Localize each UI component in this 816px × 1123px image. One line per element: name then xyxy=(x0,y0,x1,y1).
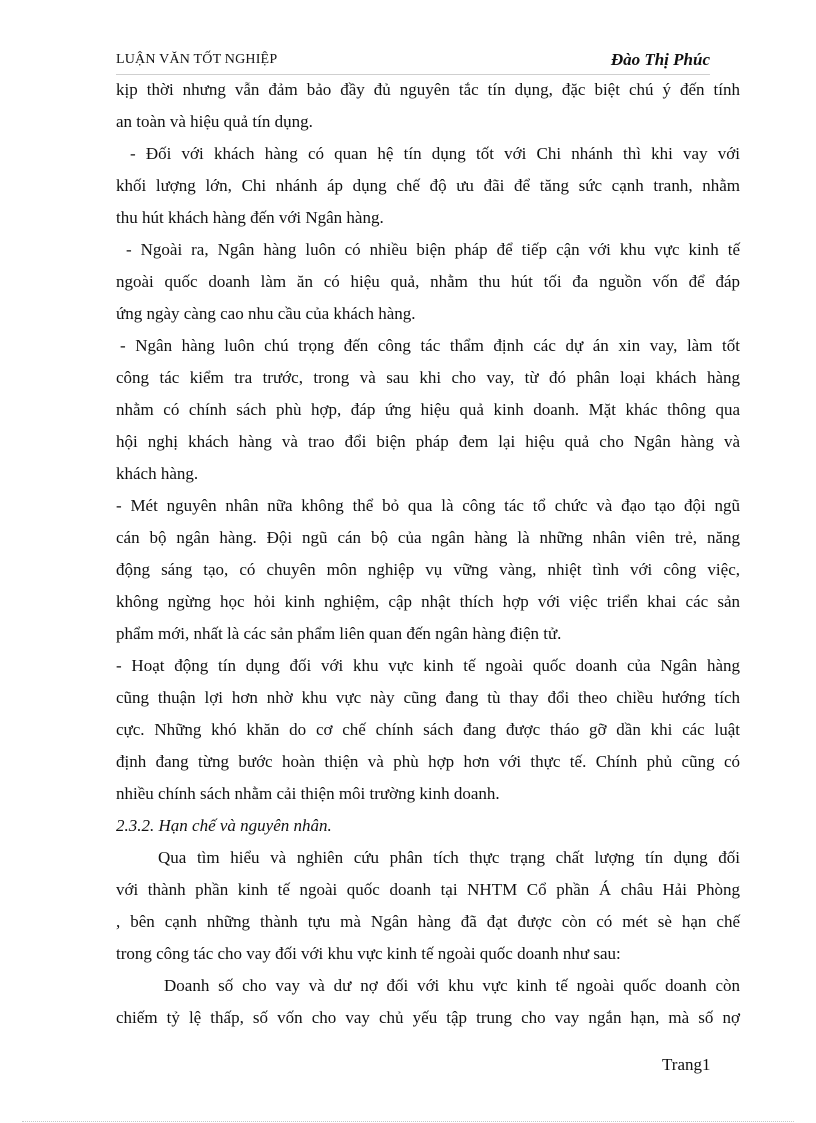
text-line: Doanh số cho vay và dư nợ đối với khu vực kinh tế ngoài quốc doanh còn xyxy=(164,976,740,995)
text-line: khách hàng. xyxy=(116,464,199,483)
text-line: chiếm tỷ lệ thấp, số vốn cho vay chủ yếu tập trung cho vay ngắn hạn, mà số nợ xyxy=(116,1008,740,1027)
text-line: - Ngân hàng luôn chú trọng đến công tác thẩm định các dự án xin vay, làm tốt xyxy=(120,336,740,355)
text-line: ngoài quốc doanh làm ăn có hiệu quả, nhằm thu hút tối đa nguồn vốn để đáp xyxy=(116,272,740,291)
page-number: Trang1 xyxy=(662,1055,711,1074)
header-title: LUẬN VĂN TỐT NGHIỆP xyxy=(116,52,278,67)
page-bottom-divider xyxy=(22,1121,794,1122)
text-line: ứng ngày càng cao nhu cầu của khách hàng. xyxy=(116,304,416,323)
text-line: Qua tìm hiểu và nghiên cứu phân tích thực trạng chất lượng tín dụng đối xyxy=(158,848,740,867)
text-line: an toàn và hiệu quả tín dụng. xyxy=(116,112,313,131)
text-line: kịp thời nhưng vẫn đảm bảo đầy đủ nguyên tắc tín dụng, đặc biệt chú ý đến tính xyxy=(116,80,740,99)
text-line: nhiều chính sách nhằm cải thiện môi trường kinh doanh. xyxy=(116,784,500,803)
section-heading: 2.3.2. Hạn chế và nguyên nhân. xyxy=(116,816,332,835)
text-line: động sáng tạo, có chuyên môn nghiệp vụ vững vàng, nhiệt tình với công việc, xyxy=(116,560,740,579)
text-line: định đang từng bước hoàn thiện và phù hợp hơn với thực tế. Chính phủ cũng có xyxy=(116,752,740,771)
page-header xyxy=(116,50,710,72)
text-line: - Hoạt động tín dụng đối với khu vực kinh tế ngoài quốc doanh của Ngân hàng xyxy=(116,656,740,675)
text-line: - Ngoài ra, Ngân hàng luôn có nhiều biện pháp để tiếp cận với khu vực kinh tế xyxy=(126,240,740,259)
header-author: Đào Thị Phúc xyxy=(610,50,710,69)
body-text xyxy=(116,74,740,1034)
text-line: hội nghị khách hàng và trao đổi biện pháp đem lại hiệu quả cho Ngân hàng và xyxy=(116,432,740,451)
text-line: thu hút khách hàng đến với Ngân hàng. xyxy=(116,208,384,227)
text-line: công tác kiểm tra trước, trong và sau khi cho vay, từ đó phân loại khách hàng xyxy=(116,368,740,387)
text-line: - Đối với khách hàng có quan hệ tín dụng tốt với Chi nhánh thì khi vay với xyxy=(130,144,740,163)
text-line: cũng thuận lợi hơn nhờ khu vực này cũng đang tù thay đổi theo chiều hướng tích xyxy=(116,688,740,707)
text-line: cán bộ ngân hàng. Đội ngũ cán bộ của ngân hàng là những nhân viên trẻ, năng xyxy=(116,528,740,547)
text-line: không ngừng học hỏi kinh nghiệm, cập nhật thích hợp với việc triển khai các sản xyxy=(116,592,740,611)
text-line: phẩm mới, nhất là các sản phẩm liên quan đến ngân hàng điện tử. xyxy=(116,624,562,643)
text-line: cực. Những khó khăn do cơ chế chính sách đang được tháo gỡ dần khi các luật xyxy=(116,720,740,739)
text-line: với thành phần kinh tế ngoài quốc doanh tại NHTM Cổ phần Á châu Hải Phòng xyxy=(116,880,740,899)
text-line: khối lượng lớn, Chi nhánh áp dụng chế độ ưu đãi để tăng sức cạnh tranh, nhằm xyxy=(116,176,740,195)
text-line: , bên cạnh những thành tựu mà Ngân hàng đã đạt được còn có mét sè hạn chế xyxy=(116,912,740,931)
text-line: nhằm có chính sách phù hợp, đáp ứng hiệu quả kinh doanh. Mặt khác thông qua xyxy=(116,400,740,419)
text-line: trong công tác cho vay đối với khu vực kinh tế ngoài quốc doanh như sau: xyxy=(116,944,621,963)
text-line: - Mét nguyên nhân nữa không thể bỏ qua là công tác tổ chức và đạo tạo đội ngũ xyxy=(116,496,740,515)
